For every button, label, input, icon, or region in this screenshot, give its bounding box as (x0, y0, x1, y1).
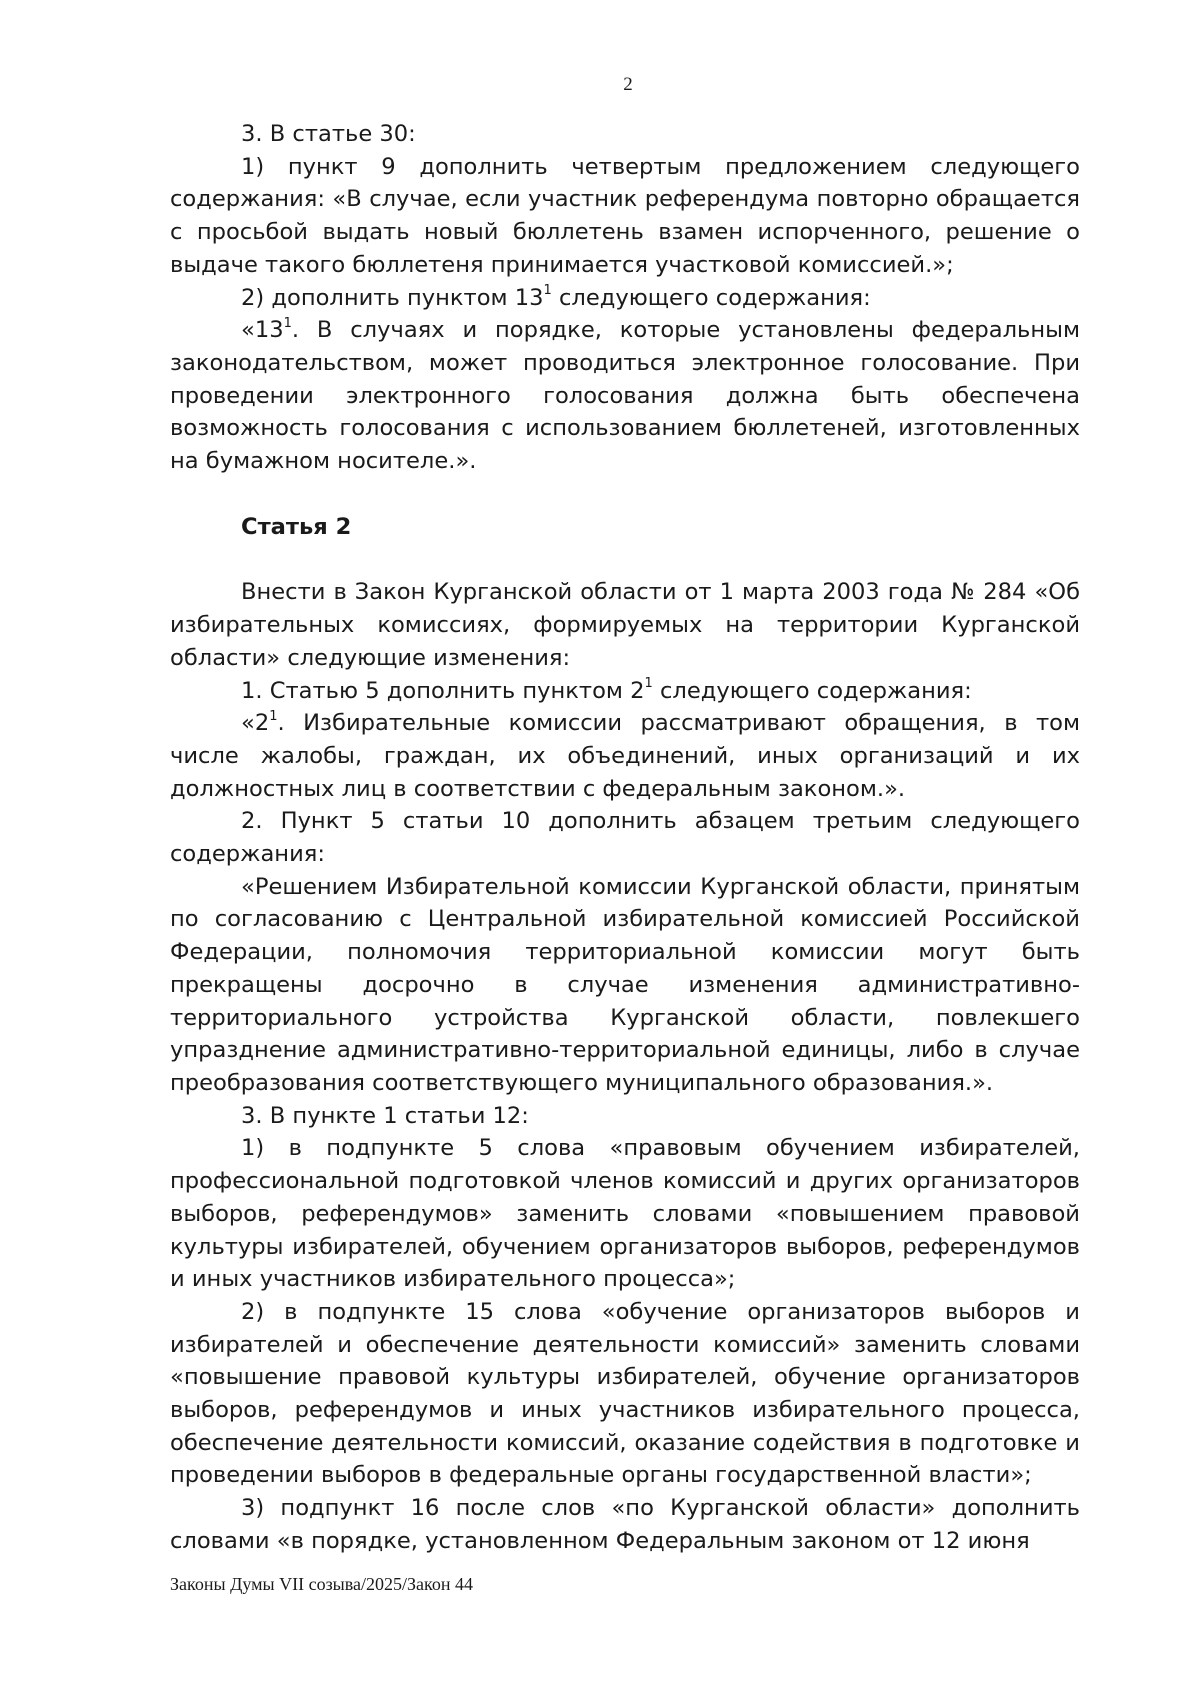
paragraph: 3) подпункт 16 после слов «по Курганской области» дополнить словами «в порядке, установленном Федеральным законом от 12 июня (170, 1495, 1080, 1554)
paragraph: 1) в подпункте 5 слова «правовым обучением избирателей, профессиональной подготовкой членов комиссий и других организаторов выборов, референдумов» заменить словами «повышением правовой культуры избирателей, обучением организаторов выборов, референдумов и иных участников избирательного процесса»; (170, 1135, 1080, 1293)
document-body (170, 118, 1080, 1558)
paragraph (170, 675, 1080, 708)
paragraph: 3. В пункте 1 статьи 12: (241, 1102, 529, 1129)
superscript: 1 (644, 676, 653, 692)
paragraph: 3. В статье 30: (241, 121, 416, 147)
footer-reference: Законы Думы VII созыва/2025/Закон 44 (170, 1574, 473, 1594)
superscript: 1 (543, 282, 552, 298)
text-run: 1. Статью 5 дополнить пунктом 2 (241, 677, 645, 704)
text-run: . Избирательные комиссии рассматривают обращения, в том числе жалобы, граждан, их объединений, иных организаций и их должностных лиц в соответствии с федеральным законом.». (170, 710, 1080, 802)
superscript: 1 (283, 315, 292, 331)
text-run: «13 (241, 317, 284, 344)
paragraph (170, 282, 1080, 315)
paragraph (170, 314, 1080, 478)
superscript: 1 (269, 708, 278, 724)
text-run: следующего содержания: (652, 677, 972, 704)
text-run: «2 (241, 710, 270, 737)
article-heading: Статья 2 (241, 513, 352, 540)
text-run: 2) дополнить пунктом 13 (241, 284, 544, 311)
page-number: 2 (623, 74, 633, 95)
paragraph: «Решением Избирательной комиссии Курганской области, принятым по согласованию с Центральной избирательной комиссией Российской Федерации, полномочия территориальной комиссии могут быть прекращены досрочно в случае изменения административно-территориального устройства Курганской области, повлекшего упразднение административно-территориальной единицы, либо в случае преобразования соответствующего муниципального образования.». (170, 873, 1080, 1096)
paragraph (170, 707, 1080, 805)
paragraph: 1) пункт 9 дополнить четвертым предложением следующего содержания: «В случае, если участник референдума повторно обращается с просьбой выдать новый бюллетень взамен испорченного, решение о выдаче такого бюллетеня принимается участковой комиссией.»; (170, 153, 1080, 278)
paragraph: Внести в Закон Курганской области от 1 марта 2003 года № 284 «Об избирательных комиссиях, формируемых на территории Курганской области» следующие изменения: (170, 579, 1080, 671)
text-run: . В случаях и порядке, которые установлены федеральным законодательством, может проводиться электронное голосование. При проведении электронного голосования должна быть обеспечена возможность голосования с использованием бюллетеней, изготовленных на бумажном носителе.». (170, 317, 1080, 475)
paragraph: 2) в подпункте 15 слова «обучение организаторов выборов и избирателей и обеспечение деятельности комиссий» заменить словами «повышение правовой культуры избирателей, обучение организаторов выборов, референдумов и иных участников избирательного процесса, обеспечение деятельности комиссий, оказание содействия в подготовке и проведении выборов в федеральные органы государственной власти»; (170, 1298, 1080, 1489)
paragraph: 2. Пункт 5 статьи 10 дополнить абзацем третьим следующего содержания: (170, 808, 1080, 868)
text-run: следующего содержания: (551, 284, 871, 311)
